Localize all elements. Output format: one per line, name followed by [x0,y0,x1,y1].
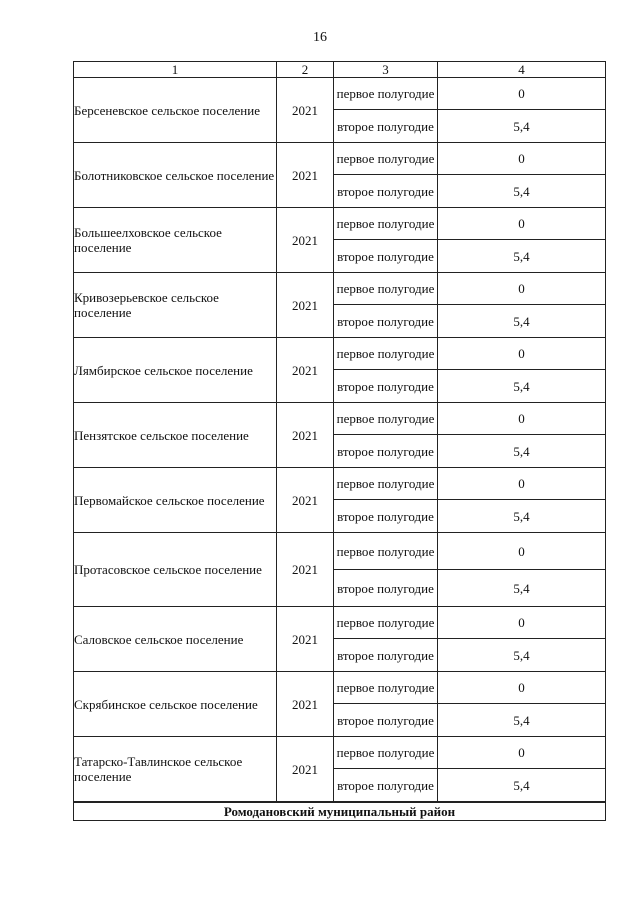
table-row [74,533,606,570]
value-cell: 0 [438,143,606,175]
period-cell: второе полугодие [334,305,438,338]
year-cell: 2021 [277,468,334,533]
value-cell: 0 [438,468,606,500]
period-cell: второе полугодие [334,370,438,403]
column-header: 4 [438,62,606,78]
district-row [74,802,606,821]
settlement-name: Саловское сельское поселение [74,607,277,672]
period-cell: второе полугодие [334,240,438,273]
period-cell: второе полугодие [334,570,438,607]
period-cell: второе полугодие [334,704,438,737]
column-header: 3 [334,62,438,78]
period-cell: второе полугодие [334,500,438,533]
year-cell: 2021 [277,737,334,803]
settlement-name: Скрябинское сельское поселение [74,672,277,737]
period-cell: первое полугодие [334,737,438,769]
settlement-name: Первомайское сельское поселение [74,468,277,533]
period-cell: первое полугодие [334,672,438,704]
value-cell: 5,4 [438,500,606,533]
value-cell: 5,4 [438,370,606,403]
period-cell: второе полугодие [334,435,438,468]
period-cell: первое полугодие [334,338,438,370]
settlement-name: Большеелховское сельское поселение [74,208,277,273]
column-header: 2 [277,62,334,78]
settlement-name: Татарско-Тавлинское сельское поселение [74,737,277,803]
value-cell: 0 [438,672,606,704]
table-row [74,273,606,305]
settlement-name: Лямбирское сельское поселение [74,338,277,403]
year-cell: 2021 [277,273,334,338]
period-cell: первое полугодие [334,607,438,639]
settlement-name: Кривозерьевское сельское поселение [74,273,277,338]
settlement-name: Берсеневское сельское поселение [74,78,277,143]
value-cell: 5,4 [438,175,606,208]
header-row [74,62,606,78]
value-cell: 5,4 [438,769,606,803]
value-cell: 0 [438,533,606,570]
period-cell: второе полугодие [334,110,438,143]
table-row [74,672,606,704]
settlement-name: Протасовское сельское поселение [74,533,277,607]
year-cell: 2021 [277,143,334,208]
value-cell: 0 [438,403,606,435]
year-cell: 2021 [277,338,334,403]
period-cell: первое полугодие [334,468,438,500]
value-cell: 5,4 [438,639,606,672]
period-cell: первое полугодие [334,273,438,305]
value-cell: 0 [438,338,606,370]
year-cell: 2021 [277,403,334,468]
year-cell: 2021 [277,533,334,607]
settlement-table [73,61,606,821]
period-cell: первое полугодие [334,143,438,175]
value-cell: 0 [438,208,606,240]
value-cell: 5,4 [438,305,606,338]
table-row [74,403,606,435]
table-row [74,468,606,500]
settlement-name: Болотниковское сельское поселение [74,143,277,208]
column-header: 1 [74,62,277,78]
year-cell: 2021 [277,78,334,143]
table-row [74,338,606,370]
value-cell: 5,4 [438,240,606,273]
settlement-name: Пензятское сельское поселение [74,403,277,468]
year-cell: 2021 [277,607,334,672]
district-title: Ромодановский муниципальный район [74,802,606,821]
period-cell: второе полугодие [334,769,438,803]
page-number: 16 [313,30,327,45]
value-cell: 0 [438,273,606,305]
table-row [74,607,606,639]
table-row [74,78,606,110]
table-row [74,143,606,175]
table-row [74,737,606,769]
value-cell: 0 [438,78,606,110]
value-cell: 5,4 [438,570,606,607]
year-cell: 2021 [277,208,334,273]
period-cell: первое полугодие [334,78,438,110]
value-cell: 5,4 [438,110,606,143]
period-cell: второе полугодие [334,175,438,208]
period-cell: первое полугодие [334,533,438,570]
value-cell: 5,4 [438,704,606,737]
year-cell: 2021 [277,672,334,737]
value-cell: 0 [438,737,606,769]
period-cell: второе полугодие [334,639,438,672]
period-cell: первое полугодие [334,208,438,240]
value-cell: 0 [438,607,606,639]
value-cell: 5,4 [438,435,606,468]
period-cell: первое полугодие [334,403,438,435]
table-row [74,208,606,240]
